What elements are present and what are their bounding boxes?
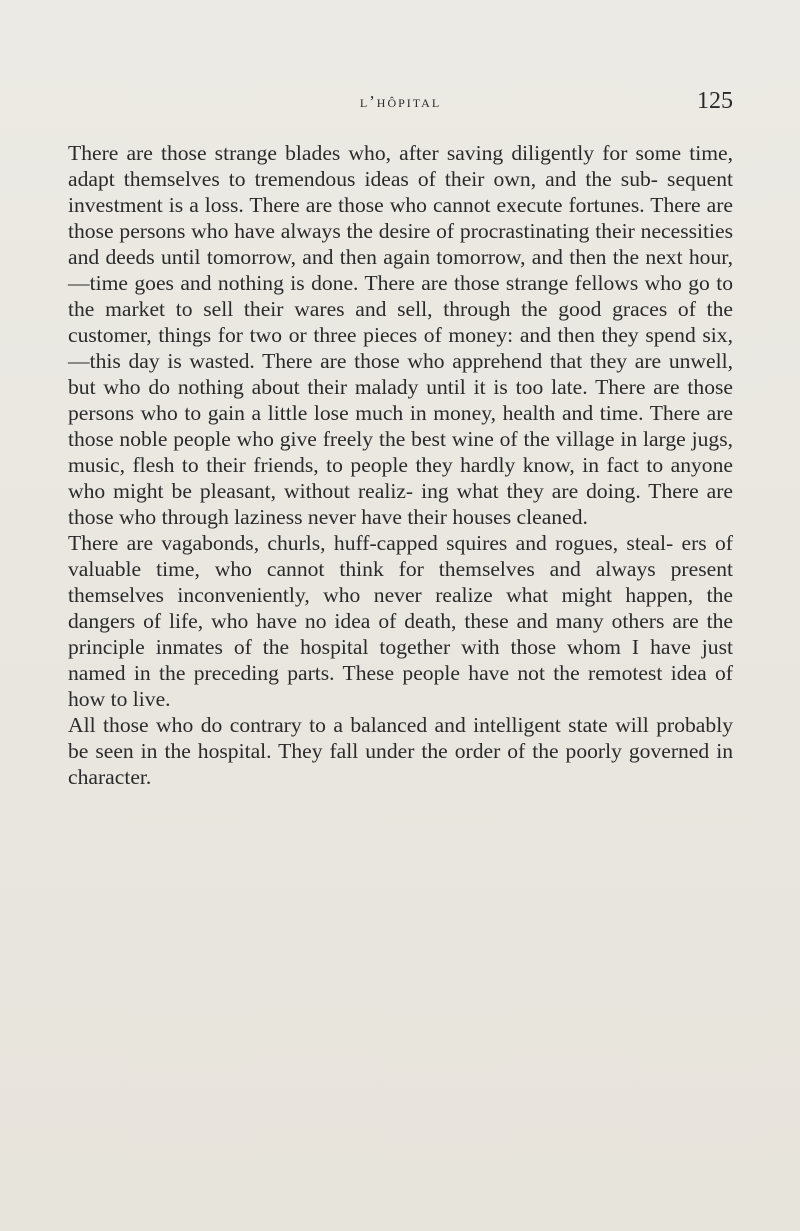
paragraph-2: There are vagabonds, churls, huff-capped squires and rogues, steal- ers of valuable time, who cannot think for themselves and always present themselves inconveniently, who never realize what might happen, the dangers of life, who have no idea of death, these and many others are the principle inmates of the hospital together with those whom I have just named in the preceding parts. These people have not the remotest idea of how to live. [68, 531, 733, 711]
body-text [68, 140, 733, 790]
paragraph-1: There are those strange blades who, after saving diligently for some time, adapt themselves to tremendous ideas of their own, and the sub- sequent investment is a loss. There are those who cannot execute fortunes. There are those persons who have always the desire of procrastinating their necessities and deeds until tomorrow, and then again tomorrow, and then the next hour,—time goes and nothing is done. There are those strange fellows who go to the market to sell their wares and sell, through the good graces of the customer, things for two or three pieces of money: and then they spend six,—this day is wasted. There are those who apprehend that they are unwell, but who do nothing about their malady until it is too late. There are those persons who to gain a little lose much in money, health and time. There are those noble people who give freely the best wine of the village in large jugs, music, flesh to their friends, to people they hardly know, in fact to anyone who might be pleasant, without realiz- ing what they are doing. There are those who through laziness never have their houses cleaned. [68, 141, 733, 529]
running-head [68, 88, 733, 118]
running-head-title: l’hôpital [359, 92, 442, 111]
paragraph-3: All those who do contrary to a balanced and intelligent state will probably be seen in the hospital. They fall under the order of the poorly governed in character. [68, 713, 733, 789]
page-number: 125 [697, 88, 733, 114]
